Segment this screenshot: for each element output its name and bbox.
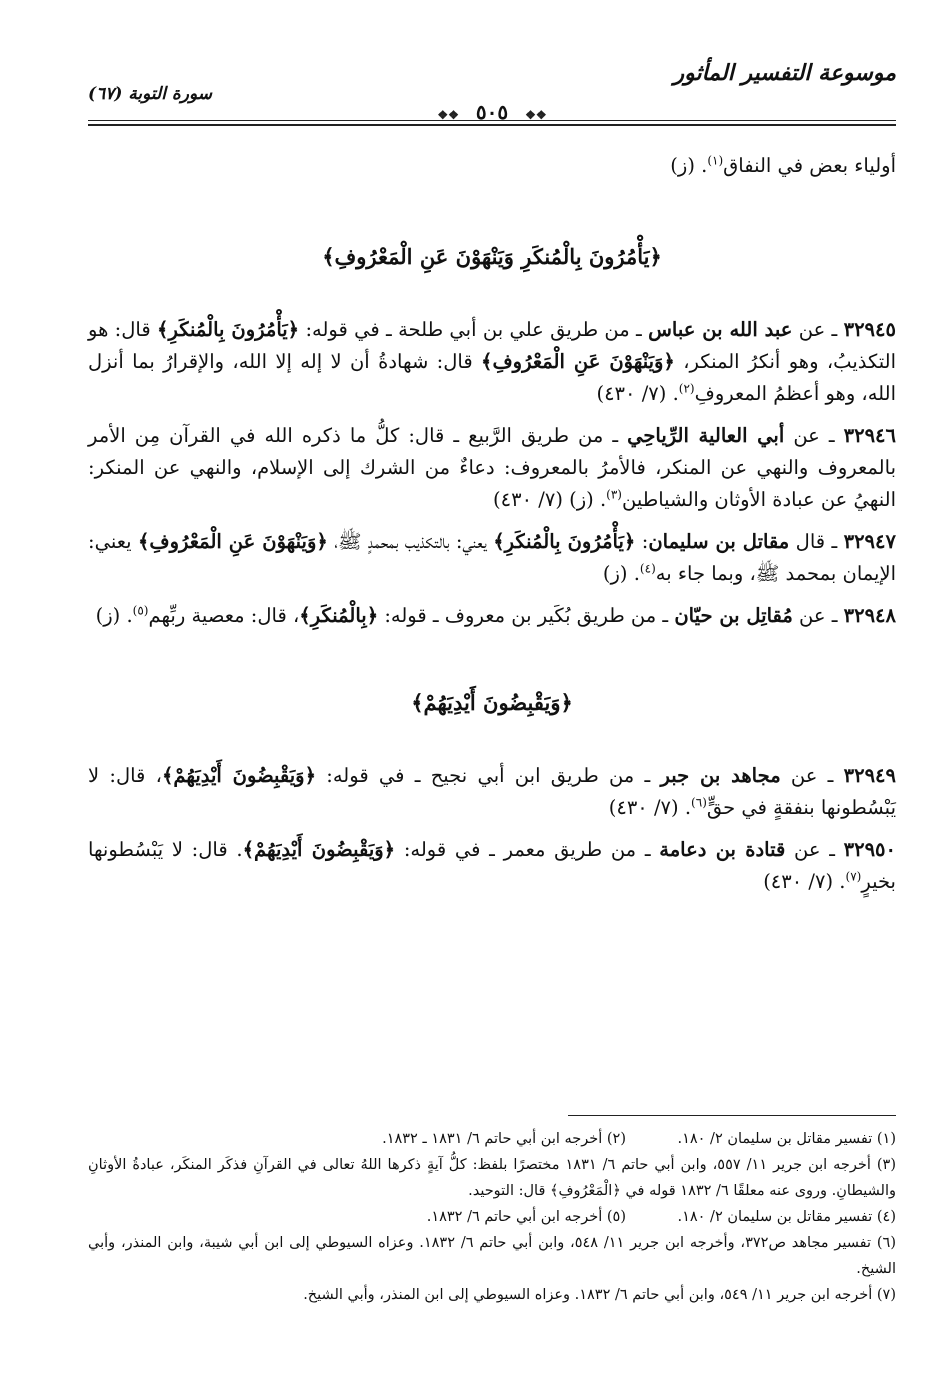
quran-quote: ﴿بِالْمُنكَرِ﴾ [299, 604, 379, 627]
footnote-rule [568, 1115, 896, 1116]
entry-number: ٣٢٩٤٩ [843, 764, 896, 787]
header-rule [88, 120, 896, 121]
narration-entry: ٣٢٩٤٥ ـ عن عبد الله بن عباس ـ من طريق علي بن أبي طلحة ـ في قوله: ﴿يَأْمُرُونَ بِالْمُنكَرِ﴾ قال: هو التكذيبُ، وهو أنكرُ المنكر، ﴿وَيَنْهَوْنَ عَنِ الْمَعْرُوفِ﴾ قال: شهادةُ أن لا إله إلا الله، والإقرارُ بما أنزل الله، وهو أعظمُ المعروفِ$^{(٢)}$. (٧/ ٤٣٠) [88, 318, 897, 405]
page-body [88, 150, 896, 908]
quran-quote: ﴿يَأْمُرُونَ بِالْمُنكَرِ﴾ [157, 318, 300, 341]
narrator-name: قتادة بن دعامة [659, 838, 786, 861]
footnote-7: (٧) أخرجه ابن جرير ١١/ ٥٤٩، وابن أبي حاتم ٦/ ١٨٣٢. وعزاه السيوطي إلى ابن المنذر، وأبي الشيخ. [303, 1287, 896, 1303]
footnote-3: (٣) أخرجه ابن جرير ١١/ ٥٥٧، وابن أبي حاتم ٦/ ١٨٣١ مختصرًا بلفظ: كلُّ آيةٍ ذكرها اللهُ تعالى في القرآنِ فذكَر المنكَر، عبادةُ الأوثانِ والشيطانِ. وروى عنه معلقًا ٦/ ١٨٣٢ قوله في ﴿الْمَعْرُوفِ﴾ قال: التوحيد. [88, 1157, 896, 1199]
narrator-name: مُقاتِل بن حيّان [674, 604, 793, 627]
footnotes [88, 1126, 896, 1308]
narrator-name: أبي العالية الرِّياحِي [627, 424, 785, 447]
footnote-ref[interactable]: (٤) [639, 561, 656, 576]
narration-entry: ٣٢٩٤٧ ـ قال مقاتل بن سليمان: ﴿يَأْمُرُونَ بِالْمُنكَرِ﴾ يعني: بالتكذيب بمحمدٍ ﷺ، ﴿وَيَنْهَوْنَ عَنِ الْمَعْرُوفِ﴾ يعني: الإيمان بمحمد ﷺ، وبما جاء به$^{(٤)}$. (ز) [88, 530, 896, 585]
header-rule [88, 124, 896, 126]
entry-number: ٣٢٩٤٧ [843, 530, 896, 553]
narration-entry: ٣٢٩٥٠ ـ عن قتادة بن دعامة ـ من طريق معمر ـ في قوله: ﴿وَيَقْبِضُونَ أَيْدِيَهُمْ﴾. قال: لا يَبْسُطونها بخيرٍ$^{(٧)}$. (٧/ ٤٣٠) [88, 838, 897, 893]
book-title: موسوعة التفسير المأثور [673, 60, 896, 86]
narrator-name: مجاهد بن جبر [660, 764, 781, 787]
footnote-row [88, 1204, 896, 1230]
entry-number: ٣٢٩٤٥ [843, 318, 896, 341]
ornament-icon: ❖❖ [437, 108, 459, 122]
entry-number: ٣٢٩٥٠ [843, 838, 897, 861]
footnote-ref[interactable]: (٣) [606, 487, 622, 502]
page-header [88, 58, 896, 124]
narrator-name: عبد الله بن عباس [648, 318, 793, 341]
footnote-ref[interactable]: (٥) [132, 603, 149, 618]
quran-quote: ﴿وَيَقْبِضُونَ أَيْدِيَهُمْ﴾ [161, 764, 317, 787]
quran-quote: ﴿وَيَنْهَوْنَ عَنِ الْمَعْرُوفِ﴾ [137, 530, 328, 553]
footnote-5: (٥) أخرجه ابن أبي حاتم ٦/ ١٨٣٢. [426, 1209, 626, 1225]
surah-label: سورة التوبة (٦٧) [88, 84, 212, 104]
footnote-ref[interactable]: (٧) [845, 869, 862, 884]
ornament-icon: ❖❖ [525, 108, 547, 122]
footnote-row [88, 1126, 896, 1152]
quran-quote: ﴿يَأْمُرُونَ بِالْمُنكَرِ﴾ [493, 530, 636, 553]
quran-quote: ﴿وَيَقْبِضُونَ أَيْدِيَهُمْ﴾ [242, 838, 396, 861]
entry-number: ٣٢٩٤٦ [843, 424, 896, 447]
footnote-6: (٦) تفسير مجاهد ص٣٧٢، وأخرجه ابن جرير ١١/ ٥٤٨، وابن أبي حاتم ٦/ ١٨٣٢. وعزاه السيوطي إلى ابن أبي شيبة، وابن المنذر، وأبي الشيخ. [88, 1235, 896, 1277]
quran-quote: ﴿وَيَنْهَوْنَ عَنِ الْمَعْرُوفِ﴾ [481, 350, 675, 373]
footnote-ref[interactable]: (٦) [691, 795, 707, 810]
continuation-text: أولياء بعض في النفاق$^{(١)}$. (ز) [670, 153, 896, 177]
narrator-name: مقاتل بن سليمان [648, 530, 790, 553]
book-page [88, 58, 896, 1348]
entry-number: ٣٢٩٤٨ [843, 604, 896, 627]
narration-entry: ٣٢٩٤٦ ـ عن أبي العالية الرِّياحِي ـ من طريق الرَّبيع ـ قال: كلُّ ما ذكره الله في القرآن مِن الأمر بالمعروف والنهي عن المنكر، فالأمرُ بالمعروف: دعاءٌ من الشرك إلى الإسلام، والنهي عن المنكر: النهيُ عن عبادة الأوثان والشياطين$^{(٣)}$. (ز) (٧/ ٤٣٠) [88, 424, 896, 511]
narration-entry: ٣٢٩٤٩ ـ عن مجاهد بن جبر ـ من طريق ابن أبي نجيح ـ في قوله: ﴿وَيَقْبِضُونَ أَيْدِيَهُمْ﴾، قال: لا يَبْسُطونها بنفقةٍ في حقٍّ$^{(٦)}$. (٧/ ٤٣٠) [88, 764, 896, 819]
footnote-1: (١) تفسير مقاتل بن سليمان ٢/ ١٨٠. [677, 1131, 896, 1147]
page-number: ٥٠٥ [475, 100, 509, 124]
narration-entry: ٣٢٩٤٨ ـ عن مُقاتِل بن حيّان ـ من طريق بُكَير بن معروف ـ قوله: ﴿بِالْمُنكَرِ﴾، قال: معصية ربِّهم$^{(٥)}$. (ز) [95, 603, 896, 627]
verse-heading: ﴿وَيَقْبِضُونَ أَيْدِيَهُمْ﴾ [411, 690, 573, 715]
footnote-4: (٤) تفسير مقاتل بن سليمان ٢/ ١٨٠. [677, 1209, 896, 1225]
footnote-ref[interactable]: (١) [707, 153, 724, 168]
verse-heading: ﴿يَأْمُرُونَ بِالْمُنكَرِ وَيَنْهَوْنَ عَنِ الْمَعْرُوفِ﴾ [322, 244, 662, 269]
footnote-ref[interactable]: (٢) [678, 381, 695, 396]
footnote-2: (٢) أخرجه ابن أبي حاتم ٦/ ١٨٣١ ـ ١٨٣٢. [382, 1131, 626, 1147]
